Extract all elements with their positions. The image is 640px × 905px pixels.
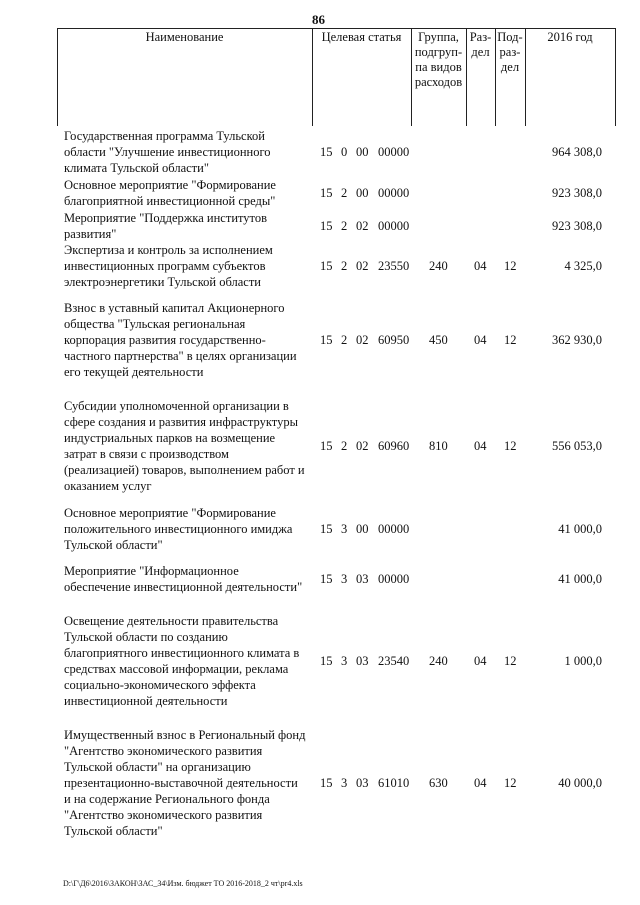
row-subprogram: 2 bbox=[341, 333, 348, 347]
row-subprogram: 3 bbox=[341, 654, 348, 668]
row-subprogram: 3 bbox=[341, 776, 348, 790]
row-group: 240 bbox=[429, 259, 448, 273]
row-group: 450 bbox=[429, 333, 448, 347]
row-name: Имущественный взнос в Региональный фонд "Агентство экономического развития Тульской области" на организацию презентационно-выставочной деятельности и на содержание Регионального фонда "Агентство экономического развития Тульской области" bbox=[64, 728, 306, 838]
row-direction: 23550 bbox=[378, 259, 410, 273]
row-direction: 00000 bbox=[378, 186, 410, 200]
row-main-event: 00 bbox=[356, 522, 369, 536]
row-main-event: 02 bbox=[356, 259, 369, 273]
row-direction: 00000 bbox=[378, 522, 410, 536]
page-number: 86 bbox=[312, 12, 325, 27]
row-direction: 61010 bbox=[378, 776, 410, 790]
row-direction: 60960 bbox=[378, 439, 410, 453]
row-section: 04 bbox=[474, 259, 487, 273]
row-amount: 964 308,0 bbox=[552, 145, 602, 159]
row-subprogram: 2 bbox=[341, 259, 348, 273]
row-program: 15 bbox=[320, 572, 333, 586]
row-subprogram: 3 bbox=[341, 522, 348, 536]
header-group: Группа, подгруп- па видов расходов bbox=[414, 30, 463, 89]
row-main-event: 03 bbox=[356, 572, 369, 586]
row-section: 04 bbox=[474, 654, 487, 668]
row-section: 04 bbox=[474, 439, 487, 453]
row-program: 15 bbox=[320, 776, 333, 790]
row-main-event: 03 bbox=[356, 654, 369, 668]
row-subprogram: 0 bbox=[341, 145, 348, 159]
header-section: Раз- дел bbox=[469, 30, 492, 59]
row-amount: 1 000,0 bbox=[564, 654, 602, 668]
row-program: 15 bbox=[320, 439, 333, 453]
row-program: 15 bbox=[320, 654, 333, 668]
row-main-event: 02 bbox=[356, 439, 369, 453]
row-subsection: 12 bbox=[504, 333, 517, 347]
row-direction: 00000 bbox=[378, 219, 410, 233]
row-subprogram: 2 bbox=[341, 186, 348, 200]
row-name: Экспертиза и контроль за исполнением инвестиционных программ субъектов электроэнергетики Тульской области bbox=[64, 243, 273, 289]
row-name: Субсидии уполномоченной организации в сфере создания и развития инфраструктуры индустриальных парков на возмещение затрат в связи с производством (реализацией) товаров, выполнением работ и оказанием услуг bbox=[64, 399, 305, 493]
row-name: Освещение деятельности правительства Тульской области по созданию благоприятного инвестиционного климата в средствах массовой информации, реклама социально-экономического эффекта инвестиционной деятельности bbox=[64, 614, 300, 708]
row-subsection: 12 bbox=[504, 439, 517, 453]
row-amount: 556 053,0 bbox=[552, 439, 602, 453]
row-amount: 41 000,0 bbox=[558, 572, 602, 586]
row-program: 15 bbox=[320, 333, 333, 347]
row-subsection: 12 bbox=[504, 654, 517, 668]
row-name: Основное мероприятие "Формирование благоприятной инвестиционной среды" bbox=[64, 178, 276, 208]
row-program: 15 bbox=[320, 145, 333, 159]
row-amount: 4 325,0 bbox=[564, 259, 602, 273]
row-main-event: 02 bbox=[356, 219, 369, 233]
row-section: 04 bbox=[474, 333, 487, 347]
row-group: 240 bbox=[429, 654, 448, 668]
row-name: Основное мероприятие "Формирование положительного инвестиционного имиджа Тульской области" bbox=[64, 506, 293, 552]
row-program: 15 bbox=[320, 219, 333, 233]
row-name: Мероприятие "Информационное обеспечение инвестиционной деятельности" bbox=[64, 564, 303, 594]
row-program: 15 bbox=[320, 522, 333, 536]
row-amount: 362 930,0 bbox=[552, 333, 602, 347]
header-name: Наименование bbox=[145, 30, 224, 44]
row-name: Взнос в уставный капитал Акционерного общества "Тульская региональная корпорация развития государственно- частного партнерства" в целях организации его текущей деятельности bbox=[64, 301, 297, 379]
row-name: Государственная программа Тульской области "Улучшение инвестиционного климата Тульской области" bbox=[64, 129, 271, 175]
row-amount: 923 308,0 bbox=[552, 219, 602, 233]
header-target: Целевая статья bbox=[321, 30, 402, 44]
row-direction: 00000 bbox=[378, 145, 410, 159]
file-path-footer: D:\Г\Д6\2016\ЗАКОН\ЗАС_34\Изм. бюджет ТО 2016-2018_2 чт\pr4.xls bbox=[63, 879, 303, 888]
row-amount: 41 000,0 bbox=[558, 522, 602, 536]
row-subprogram: 2 bbox=[341, 439, 348, 453]
row-group: 810 bbox=[429, 439, 448, 453]
row-subsection: 12 bbox=[504, 776, 517, 790]
row-subsection: 12 bbox=[504, 259, 517, 273]
row-program: 15 bbox=[320, 259, 333, 273]
row-main-event: 02 bbox=[356, 333, 369, 347]
row-main-event: 03 bbox=[356, 776, 369, 790]
row-direction: 00000 bbox=[378, 572, 410, 586]
row-main-event: 00 bbox=[356, 145, 369, 159]
row-subprogram: 2 bbox=[341, 219, 348, 233]
row-name: Мероприятие "Поддержка институтов развития" bbox=[64, 211, 268, 241]
row-amount: 40 000,0 bbox=[558, 776, 602, 790]
header-year: 2016 год bbox=[547, 30, 593, 44]
row-program: 15 bbox=[320, 186, 333, 200]
header-subsection: Под- раз- дел bbox=[497, 30, 523, 74]
row-direction: 23540 bbox=[378, 654, 410, 668]
row-direction: 60950 bbox=[378, 333, 410, 347]
row-amount: 923 308,0 bbox=[552, 186, 602, 200]
row-group: 630 bbox=[429, 776, 448, 790]
row-subprogram: 3 bbox=[341, 572, 348, 586]
row-main-event: 00 bbox=[356, 186, 369, 200]
row-section: 04 bbox=[474, 776, 487, 790]
